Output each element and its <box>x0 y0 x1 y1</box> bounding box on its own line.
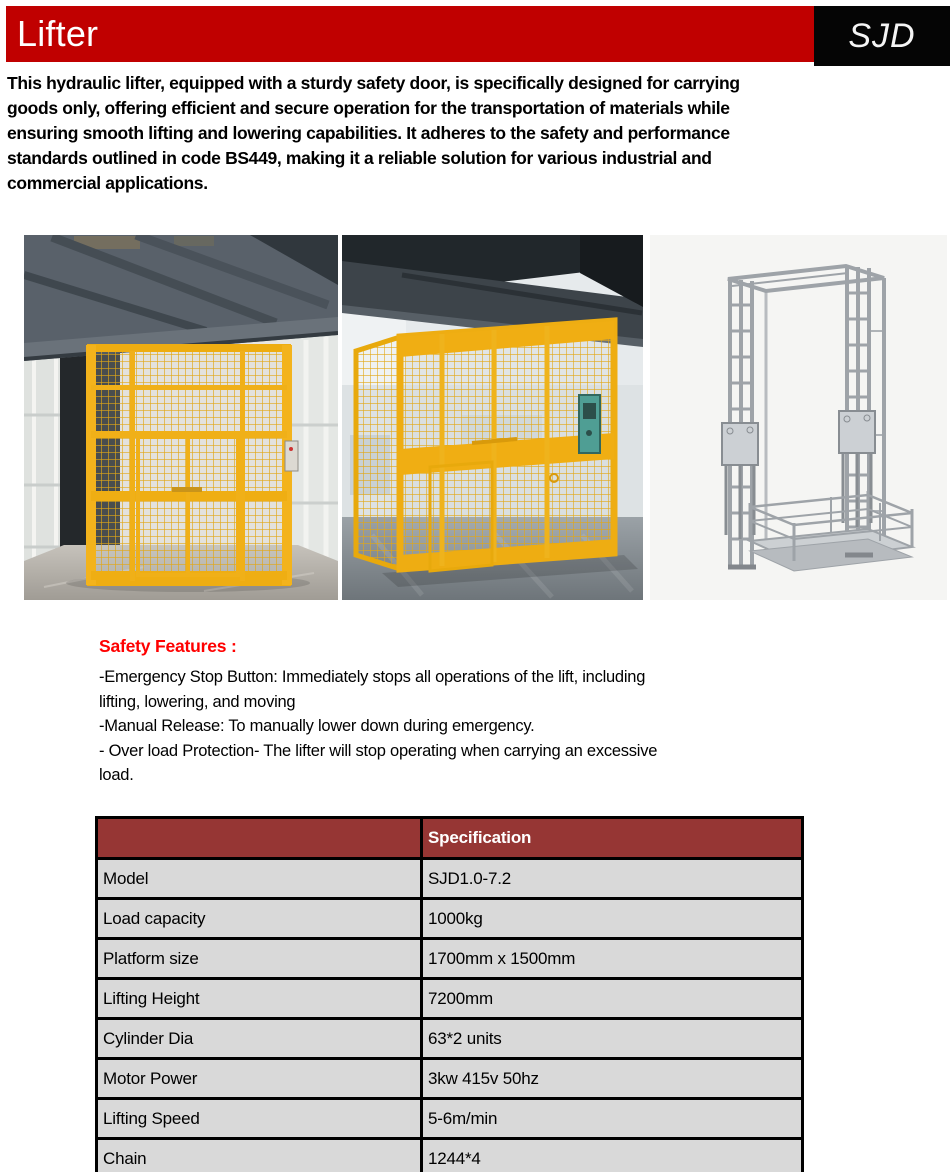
table-row <box>97 859 803 899</box>
spec-label: Model <box>97 859 422 899</box>
safety-line: - Over load Protection- The lifter will stop operating when carrying an excessive <box>99 741 658 760</box>
table-row <box>97 1139 803 1172</box>
intro-line: This hydraulic lifter, equipped with a sturdy safety door, is specifically designed for carrying <box>7 73 740 93</box>
safety-line: -Manual Release: To manually lower down during emergency. <box>99 717 535 735</box>
table-row <box>97 1019 803 1059</box>
table-row <box>97 1059 803 1099</box>
lifter-frame-render <box>650 235 947 600</box>
specification-table <box>95 816 804 1172</box>
spec-header-empty-cell <box>97 818 422 859</box>
table-row <box>97 899 803 939</box>
intro-paragraph <box>7 71 907 196</box>
spec-value: 1700mm x 1500mm <box>422 939 803 979</box>
intro-line: ensuring smooth lifting and lowering capabilities. It adheres to the safety and performance <box>7 123 730 143</box>
spec-value: 5-6m/min <box>422 1099 803 1139</box>
lifter-front-photo <box>24 235 338 600</box>
spec-label: Platform size <box>97 939 422 979</box>
spec-label: Cylinder Dia <box>97 1019 422 1059</box>
table-row <box>97 1099 803 1139</box>
spec-value: SJD1.0-7.2 <box>422 859 803 899</box>
spec-header-cell: Specification <box>422 818 803 859</box>
spec-label: Load capacity <box>97 899 422 939</box>
page-title: Lifter <box>17 13 99 54</box>
spec-label: Chain <box>97 1139 422 1172</box>
safety-line: lifting, lowering, and moving <box>99 692 296 711</box>
yellow-cage <box>86 345 298 585</box>
brand-box <box>814 6 950 66</box>
brand-logo: SJD <box>848 16 916 55</box>
intro-line: standards outlined in code BS449, making it a reliable solution for various industrial and <box>7 148 712 168</box>
spec-value: 63*2 units <box>422 1019 803 1059</box>
safety-line: load. <box>99 766 134 784</box>
table-row <box>97 979 803 1019</box>
spec-label: Motor Power <box>97 1059 422 1099</box>
yellow-cage <box>356 321 614 571</box>
product-photo-strip <box>24 235 947 600</box>
lifter-angled-photo <box>342 235 643 600</box>
safety-features-section <box>99 636 799 788</box>
safety-line: -Emergency Stop Button: Immediately stops all operations of the lift, including <box>99 668 646 686</box>
table-row <box>97 939 803 979</box>
spec-label: Lifting Speed <box>97 1099 422 1139</box>
spec-value: 1244*4 <box>422 1139 803 1172</box>
spec-label: Lifting Height <box>97 979 422 1019</box>
spec-value: 7200mm <box>422 979 803 1019</box>
safety-features-list <box>99 665 799 788</box>
safety-features-title: Safety Features : <box>99 636 237 656</box>
table-header-row <box>97 818 803 859</box>
intro-line: commercial applications. <box>7 173 208 193</box>
spec-value: 1000kg <box>422 899 803 939</box>
spec-value: 3kw 415v 50hz <box>422 1059 803 1099</box>
header-bar <box>6 6 814 62</box>
intro-line: goods only, offering efficient and secure operation for the transportation of materials while <box>7 98 730 118</box>
